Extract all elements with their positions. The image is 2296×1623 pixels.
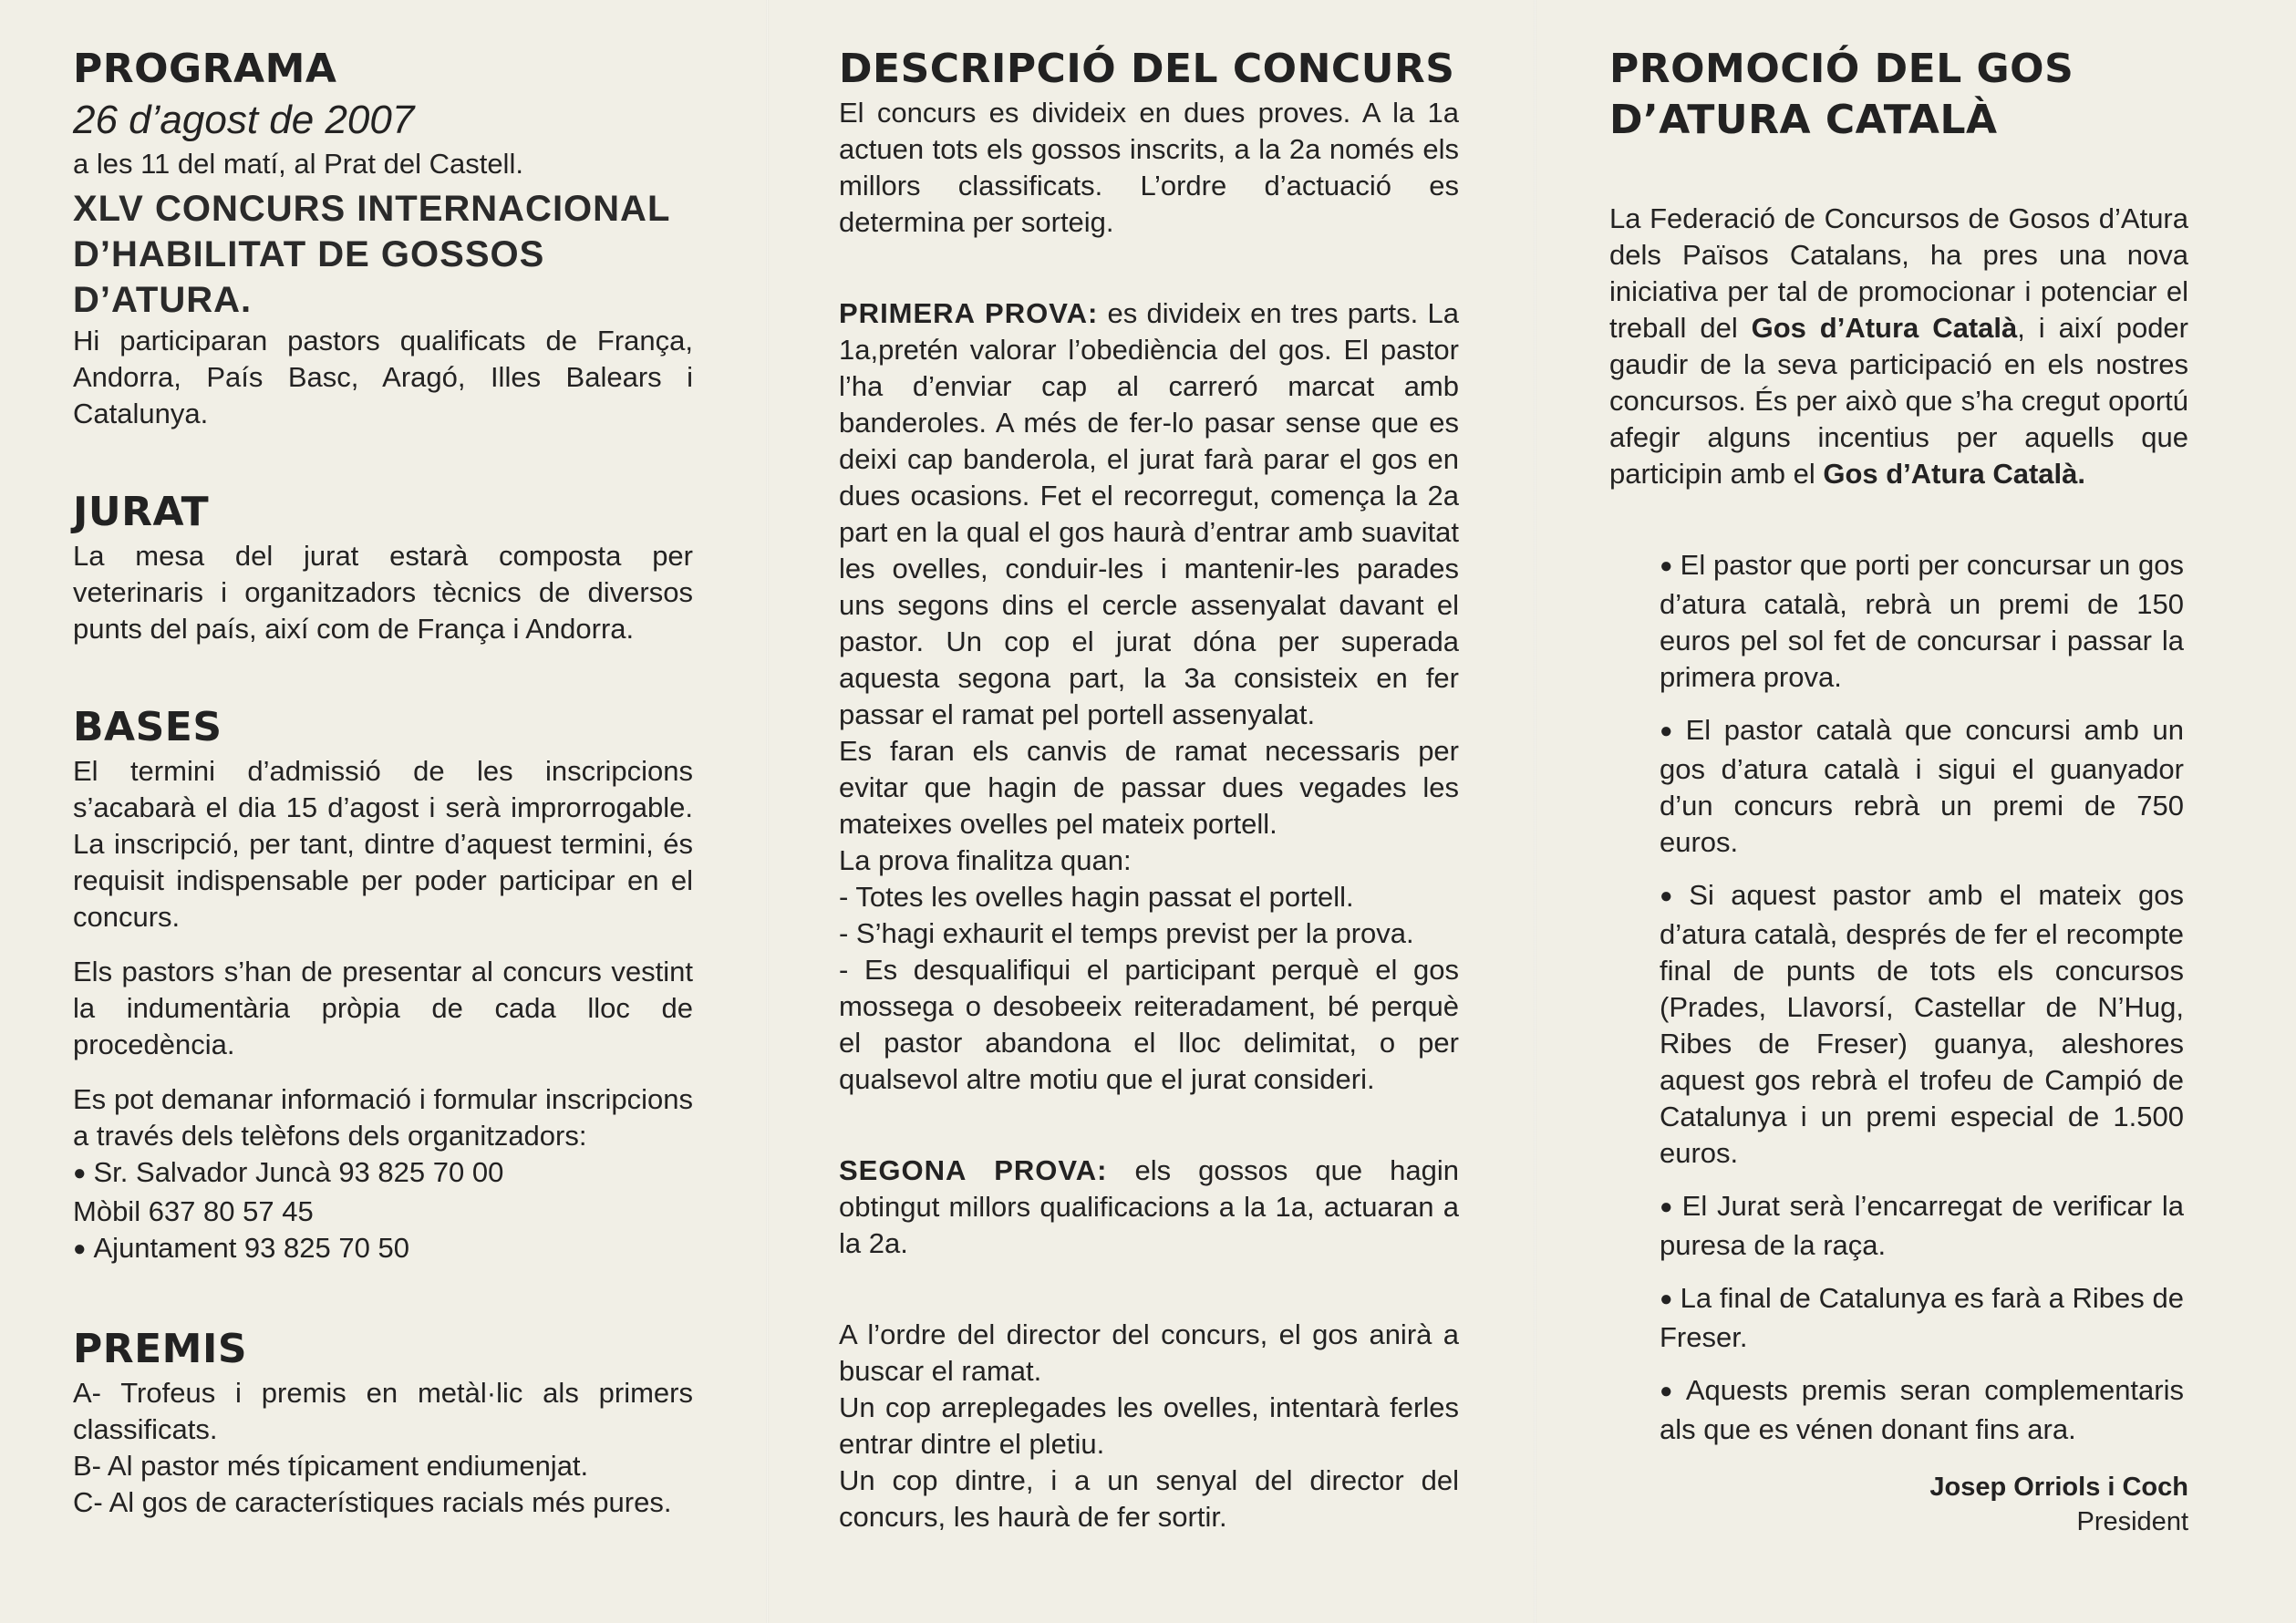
- final-paragraph: Un cop arreplegades les ovelles, intentarà ferles entrar dintre el pletiu.: [839, 1391, 1459, 1460]
- event-title-line: D’HABILITAT DE GOSSOS: [73, 234, 545, 274]
- column-descripcio: [839, 44, 1459, 1535]
- bullet-icon: [1660, 1374, 1686, 1406]
- programa-heading: PROGRAMA: [73, 46, 337, 92]
- list-item: [1660, 877, 2184, 1172]
- fold-line-right: [1534, 0, 1536, 1623]
- bullet-icon: [1660, 549, 1681, 581]
- event-title-line: D’ATURA.: [73, 280, 253, 320]
- segona-prova-label: SEGONA PROVA:: [839, 1154, 1108, 1186]
- column-promocio: [1609, 44, 2188, 1539]
- event-date: 26 d’agost de 2007: [73, 98, 415, 142]
- bases-paragraph: El termini d’admissió de les inscripcions s’acabarà el dia 15 d’agost i serà improrrogable. La inscripció, per tant, dintre d’aquest termini, és requisit indispensable per poder participar en el concurs.: [73, 755, 693, 933]
- promocio-heading: [1609, 44, 2188, 146]
- list-item: [1660, 1280, 2184, 1356]
- contact-text: Sr. Salvador Juncà 93 825 70 00: [93, 1156, 504, 1188]
- final-paragraph: Un cop dintre, i a un senyal del director del concurs, les haurà de fer sortir.: [839, 1464, 1459, 1533]
- primera-prova-paragraph: La prova finalitza quan:: [839, 844, 1132, 876]
- list-item-text: El pastor que porti per concursar un gos d’atura català, rebrà un premi de 150 euros pel sol fet de concursar i passar la primera prova.: [1660, 549, 2184, 693]
- promocio-list: [1660, 547, 2184, 1448]
- bullet-icon: [73, 1156, 94, 1188]
- final-paragraph: A l’ordre del director del concurs, el gos anirà a buscar el ramat.: [839, 1318, 1459, 1387]
- bases-paragraph: Els pastors s’han de presentar al concurs vestint la indumentària pròpia de cada lloc de procedència.: [73, 956, 693, 1060]
- primera-prova-text: [839, 295, 1459, 733]
- promocio-intro: [1609, 201, 2188, 492]
- event-title-line: XLV CONCURS INTERNACIONAL: [73, 189, 671, 229]
- primera-prova-label: PRIMERA PROVA:: [839, 297, 1099, 329]
- segona-prova-body: els gossos que hagin obtingut millors qualificacions a la 1a, actuaran a la 2a.: [839, 1154, 1459, 1259]
- list-item-text: La final de Catalunya es farà a Ribes de Freser.: [1660, 1282, 2185, 1353]
- bullet-icon: [1660, 879, 1689, 911]
- bases-paragraph: Es pot demanar informació i formular inscripcions a través dels telèfons dels organitzadors:: [73, 1083, 693, 1152]
- bullet-icon: [1660, 1282, 1681, 1314]
- signature-role: President: [2076, 1507, 2188, 1536]
- list-item: [1660, 547, 2184, 696]
- jurat-text: La mesa del jurat estarà composta per veterinaris i organitzadors tècnics de diversos punts del país, així com de França i Andorra.: [73, 540, 693, 645]
- end-condition: - Totes les ovelles hagin passat el portell.: [839, 881, 1354, 913]
- contact-item: [73, 1230, 693, 1269]
- promocio-heading-line: D’ATURA CATALÀ: [1609, 97, 1998, 143]
- bullet-icon: [1660, 714, 1686, 746]
- jurat-heading: JURAT: [73, 489, 210, 535]
- list-item-text: Aquests premis seran complementaris als que es vénen donant fins ara.: [1660, 1374, 2185, 1445]
- premis-item: C- Al gos de característiques racials més pures.: [73, 1486, 672, 1518]
- event-time-place: a les 11 del matí, al Prat del Castell.: [73, 148, 523, 180]
- descripcio-intro: El concurs es divideix en dues proves. A la 1a actuen tots els gossos inscrits, a la 2a només els millors classificats. L’ordre d’actuació es determina per sorteig.: [839, 97, 1459, 238]
- fold-line-left: [766, 0, 769, 1623]
- end-condition: - S’hagi exhaurit el temps previst per la prova.: [839, 917, 1414, 949]
- list-item-text: El Jurat serà l’encarregat de verificar la puresa de la raça.: [1660, 1190, 2184, 1261]
- list-item: [1660, 712, 2184, 861]
- list-item: [1660, 1372, 2184, 1448]
- bases-heading: BASES: [73, 704, 222, 750]
- premis-item: B- Al pastor més típicament endiumenjat.: [73, 1450, 589, 1482]
- bullet-icon: [73, 1232, 94, 1264]
- premis-heading: PREMIS: [73, 1326, 248, 1372]
- premis-item: A- Trofeus i premis en metàl·lic als primers classificats.: [73, 1377, 693, 1445]
- promocio-heading-line: PROMOCIÓ DEL GOS: [1609, 46, 2074, 92]
- contact-text: Ajuntament 93 825 70 50: [93, 1232, 409, 1264]
- primera-prova-paragraph: Es faran els canvis de ramat necessaris per evitar que hagin de passar dues vegades les mateixes ovelles pel mateix portell.: [839, 735, 1459, 840]
- intro-bold: Gos d’Atura Català.: [1823, 458, 2086, 490]
- intro-bold: Gos d’Atura Català: [1751, 312, 2018, 344]
- signature-name: Josep Orriols i Coch: [1929, 1473, 2188, 1502]
- segona-prova-text: [839, 1153, 1459, 1262]
- bullet-icon: [1660, 1190, 1682, 1222]
- end-condition: - Es desqualifiqui el participant perquè el gos mossega o desobeeix reiteradament, bé perquè el pastor abandona el lloc delimitat, o per qualsevol altre motiu que el jurat consideri.: [839, 954, 1459, 1095]
- list-item-text: Si aquest pastor amb el mateix gos d’atura català, després de fer el recompte final de punts de tots els concursos (Prades, Llavorsí, Castellar de N’Hug, Ribes de Freser) guanya, aleshores aquest gos rebrà el trofeu de Campió de Catalunya i un premi especial de 1.500 euros.: [1660, 879, 2184, 1169]
- descripcio-heading: DESCRIPCIÓ DEL CONCURS: [839, 46, 1455, 92]
- primera-prova-body: es divideix en tres parts. La 1a,pretén valorar l’obediència del gos. El pastor l’ha d’enviar cap al carreró marcat amb banderoles. A més de fer-lo pasar sense que es deixi cap banderola, el jurat farà parar el gos en dues ocasions. Fet el recorregut, comença la 2a part en la qual el gos haurà d’entrar amb suavitat les ovelles, conduir-les i mantenir-les parades uns segons dins el cercle assenyalat davant el pastor. Un cop el jurat dóna per superada aquesta segona part, la 3a consisteix en fer passar el ramat pel portell assenyalat.: [839, 297, 1459, 730]
- event-title: [73, 186, 693, 323]
- list-item: [1660, 1188, 2184, 1264]
- participants-text: Hi participaran pastors qualificats de França, Andorra, País Basc, Aragó, Illes Balears i Catalunya.: [73, 325, 693, 429]
- column-programa: [73, 44, 693, 1521]
- contact-item: [73, 1154, 693, 1194]
- intro-text: La Federació de Concursos de Gosos d’Atura dels Països Catalans, ha pres una nova iniciativa per tal de promocionar i potenciar el treball del: [1609, 202, 2188, 344]
- intro-text: , i així poder gaudir de la seva participació en els nostres concursos. És per això que s’ha cregut oportú afegir alguns incentius per aquells que participin amb el: [1609, 312, 2189, 490]
- contact-mobile: Mòbil 637 80 57 45: [73, 1195, 314, 1227]
- signature: [1609, 1470, 2188, 1539]
- list-item-text: El pastor català que concursi amb un gos d’atura català i sigui el guanyador d’un concurs rebrà un premi de 750 euros.: [1660, 714, 2184, 858]
